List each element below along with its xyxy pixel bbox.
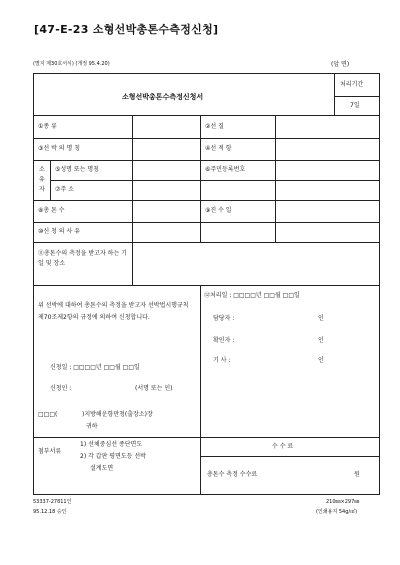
officer-seal: 인 [318,315,324,322]
engineer-seal: 인 [318,357,324,364]
divider [334,73,335,115]
processing-period-label: 처리기간 [340,81,364,88]
officer-label: 담당자 : [213,315,235,322]
divider [33,138,380,139]
field-ship-name: ③선 박 의 명 칭 [38,145,80,152]
field-address: ⑦주 소 [55,186,74,193]
divider [132,242,133,285]
fee-row-label: 총톤수 측정 수수료 [207,471,258,478]
page-side: (앞 면) [331,61,350,68]
field-ship-type: ①종 류 [38,123,57,130]
field-reason: ⑩신 청 의 사 유 [38,228,80,235]
applicant-label: 신청인 : [50,385,72,392]
attachment-item-1: 1) 선체중심선 종단면도 [80,441,143,448]
footer-size: 210㎜×297㎜ [326,499,360,505]
footer-paper: (인쇄용지 54g/㎡) [316,509,358,515]
field-port: ④선 적 항 [205,145,232,152]
form-name: 소형선박총톤수측정신청서 [122,93,204,101]
attachment-item-2: 2) 각 갑판 평면도등 선박 [80,453,146,460]
field-ship-type-2: ②선 질 [205,123,224,130]
divider [275,115,276,242]
divider [334,96,380,97]
divider [33,242,380,243]
divider [132,115,133,242]
document-title: [47-E-23 소형선박총톤수측정신청] [34,23,219,36]
field-owner-name: ⑤성명 또는 명칭 [55,166,99,173]
footer-approval: 95.12.18 승인 [33,509,67,515]
form-number: (별지 제30호서식) (개정 95.4.20) [33,61,110,67]
sign-note: (서명 또는 인) [135,385,173,392]
checker-seal: 인 [318,337,324,344]
application-date: 신청일 : □□□□년 □□월 □□일 [50,364,140,371]
processing-date: ⑫처리일 : □□□□년 □□월 □□일 [204,292,300,299]
divider [200,456,380,457]
divider [33,437,380,438]
processing-period-value: 7일 [350,102,360,109]
divider [33,160,380,161]
divider [33,222,380,223]
divider [50,160,51,200]
recipient-office: )지방해운항만청(출장소)장 [82,411,153,418]
divider [200,285,201,495]
attachment-item-2-cont: 설계도면 [90,465,114,472]
fee-label: 수 수 료 [272,443,294,450]
divider [50,180,380,181]
checker-label: 확인자 : [213,337,235,344]
recipient-prefix: □□□( [38,411,58,418]
field-owner-label: 소 유 자 [39,166,45,193]
field-resident-no: ⑥주민등록번호 [205,166,246,173]
statement-body: 위 선박에 대하여 총톤수의 측정을 받고자 선박법시행규칙 제70조제2항의 규정에 의하여 신청합니다. [38,302,189,321]
field-count: ⑧총 톤 수 [38,207,65,214]
form-frame [33,73,380,495]
attachments-label: 첨부서류 [38,448,62,455]
divider [33,285,380,286]
footer-code: 53337-27811인 [33,499,72,505]
divider [33,115,380,116]
divider [200,115,201,242]
field-place: ⑪총톤수의 측정을 받고자 하는 기일 및 장소 [38,250,127,267]
field-propulsion: ⑨진 수 일 [205,207,232,214]
recipient-suffix: 귀하 [86,423,98,430]
fee-unit: 원 [354,471,360,478]
divider [33,200,380,201]
engineer-label: 기 사 : [213,357,231,364]
